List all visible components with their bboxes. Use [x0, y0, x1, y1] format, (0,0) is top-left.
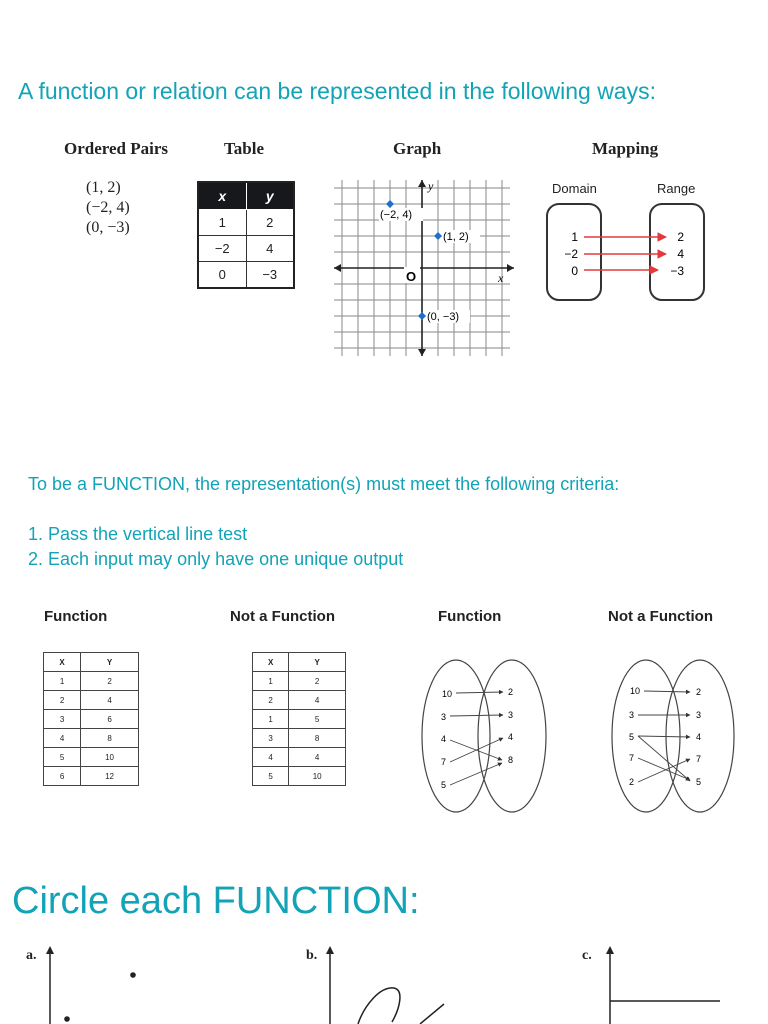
table-row [44, 672, 139, 691]
domain-value: 5 [628, 732, 634, 742]
table-cell: 1 [253, 672, 289, 691]
domain-value: 3 [628, 710, 634, 720]
ordered-pairs-title: Ordered Pairs [64, 139, 169, 158]
table-cell: 6 [81, 710, 139, 729]
table-row [198, 236, 294, 262]
range-value: 7 [696, 754, 702, 764]
table-row [198, 210, 294, 236]
range-value: −3 [670, 264, 684, 278]
table-cell: 3 [44, 710, 81, 729]
example-table-function [43, 652, 139, 786]
domain-value: 2 [628, 777, 634, 787]
range-value: 5 [696, 777, 702, 787]
table-cell: 2 [81, 672, 139, 691]
xy-table [197, 181, 295, 289]
mapping-diagram [544, 200, 710, 304]
range-value: 4 [677, 247, 684, 261]
table-cell: 10 [289, 767, 346, 786]
table-cell: 1 [198, 210, 246, 236]
range-value: 2 [696, 687, 702, 697]
example-title: Not a Function [608, 608, 713, 625]
table-cell: −2 [198, 236, 246, 262]
table-row [44, 710, 139, 729]
axis-arrow-icon [326, 946, 334, 954]
table-cell: 4 [81, 691, 139, 710]
table-cell: 8 [289, 729, 346, 748]
domain-oval [422, 660, 490, 812]
table-row [44, 748, 139, 767]
mapping-arrow [450, 763, 502, 785]
example-table-not-function [252, 652, 346, 786]
domain-value: 0 [571, 264, 578, 278]
table-cell: 4 [44, 729, 81, 748]
domain-value: −2 [564, 247, 578, 261]
mapping-title: Mapping [592, 139, 659, 158]
domain-value: 4 [440, 734, 446, 744]
mapping-arrow [450, 715, 503, 716]
domain-value: 3 [440, 712, 446, 722]
table-cell: 10 [81, 748, 139, 767]
example-title: Function [438, 608, 502, 625]
table-row [253, 767, 346, 786]
intro-heading: A function or relation can be represented in the following ways: [18, 78, 656, 104]
table-cell: 12 [81, 767, 139, 786]
ordered-pair: (1, 2) [86, 179, 121, 196]
table-cell: 4 [289, 748, 346, 767]
domain-value: 7 [440, 757, 446, 767]
table-cell: −3 [246, 262, 294, 289]
range-value: 2 [508, 687, 514, 697]
table-cell: 6 [44, 767, 81, 786]
x-axis-arrow-right [507, 264, 514, 272]
table-row [198, 262, 294, 289]
graph-title: Graph [393, 139, 442, 158]
table-cell: 2 [44, 691, 81, 710]
range-label: Range [657, 181, 696, 196]
table-cell: 4 [289, 691, 346, 710]
mapping-arrow [638, 736, 690, 781]
part-label-b: b. [306, 948, 318, 963]
table-cell: 0 [198, 262, 246, 289]
range-value: 3 [696, 710, 702, 720]
range-value: 8 [508, 755, 514, 765]
table-cell: 5 [289, 710, 346, 729]
part-label-c: c. [582, 948, 592, 963]
domain-value: 1 [571, 230, 578, 244]
criterion-item: 2. Each input may only have one unique output [28, 549, 404, 569]
mapping-arrow [638, 759, 690, 782]
table-cell: 1 [253, 710, 289, 729]
table-header-y: y [246, 182, 294, 210]
table-row [253, 672, 346, 691]
graph-point-label: (−2, 4) [380, 209, 413, 221]
domain-label: Domain [552, 181, 597, 196]
table-cell: 2 [253, 691, 289, 710]
range-value: 4 [508, 732, 514, 742]
ordered-pairs-list [86, 178, 130, 238]
table-row [44, 767, 139, 786]
table-row [44, 729, 139, 748]
table-cell: 1 [44, 672, 81, 691]
table-header: Y [289, 653, 346, 672]
range-value: 2 [677, 230, 684, 244]
plot-point [64, 1016, 70, 1022]
ordered-pair: (−2, 4) [86, 199, 130, 216]
x-axis-label: x [498, 271, 504, 285]
domain-value: 10 [441, 689, 452, 699]
table-cell: 2 [289, 672, 346, 691]
table-title: Table [224, 139, 265, 158]
circle-heading: Circle each FUNCTION: [12, 880, 420, 922]
table-cell: 8 [81, 729, 139, 748]
domain-value: 7 [628, 753, 634, 763]
graph-point [434, 232, 442, 240]
example-title: Function [44, 608, 108, 625]
graph-point [418, 312, 426, 320]
table-header-x: x [198, 182, 246, 210]
example-mapping-not-function [608, 656, 740, 818]
axis-arrow-icon [46, 946, 54, 954]
table-header: X [44, 653, 81, 672]
axis-arrow-icon [606, 946, 614, 954]
table-cell: 5 [44, 748, 81, 767]
origin-label: O [406, 269, 417, 284]
graph-b [320, 946, 460, 1024]
coordinate-graph [334, 180, 514, 356]
part-label-a: a. [26, 948, 37, 963]
graph-point-label: (0, −3) [427, 311, 460, 323]
y-axis-arrow-down [418, 349, 426, 356]
domain-value: 5 [440, 780, 446, 790]
table-cell: 4 [246, 236, 294, 262]
mapping-arrow [456, 692, 503, 693]
criterion-item: 1. Pass the vertical line test [28, 524, 248, 544]
plot-point [130, 972, 136, 978]
mapping-arrow [638, 758, 690, 780]
table-header: Y [81, 653, 139, 672]
table-cell: 2 [246, 210, 294, 236]
graph-point-label: (1, 2) [443, 231, 469, 243]
x-axis-arrow-left [334, 264, 341, 272]
plot-line [420, 1004, 444, 1024]
graph-point [386, 200, 394, 208]
criteria-intro: To be a FUNCTION, the representation(s) must meet the following criteria: [28, 474, 620, 494]
y-axis-arrow-up [418, 180, 426, 187]
domain-value: 10 [629, 686, 640, 696]
table-row [44, 691, 139, 710]
plot-curve [358, 988, 400, 1024]
example-title: Not a Function [230, 608, 335, 625]
mapping-arrow [450, 738, 503, 762]
range-value: 3 [508, 710, 514, 720]
ordered-pair: (0, −3) [86, 219, 130, 236]
table-cell: 5 [253, 767, 289, 786]
table-row [253, 691, 346, 710]
graph-a [40, 946, 160, 1024]
graph-c [600, 946, 730, 1024]
range-value: 4 [696, 732, 702, 742]
table-row [253, 748, 346, 767]
table-cell: 4 [253, 748, 289, 767]
example-mapping-function [418, 656, 550, 818]
table-row [253, 729, 346, 748]
table-header: X [253, 653, 289, 672]
table-cell: 3 [253, 729, 289, 748]
y-axis-label: y [428, 180, 434, 193]
mapping-arrow [638, 736, 690, 737]
mapping-arrow [644, 691, 690, 692]
table-row [253, 710, 346, 729]
graph-points [379, 200, 480, 323]
